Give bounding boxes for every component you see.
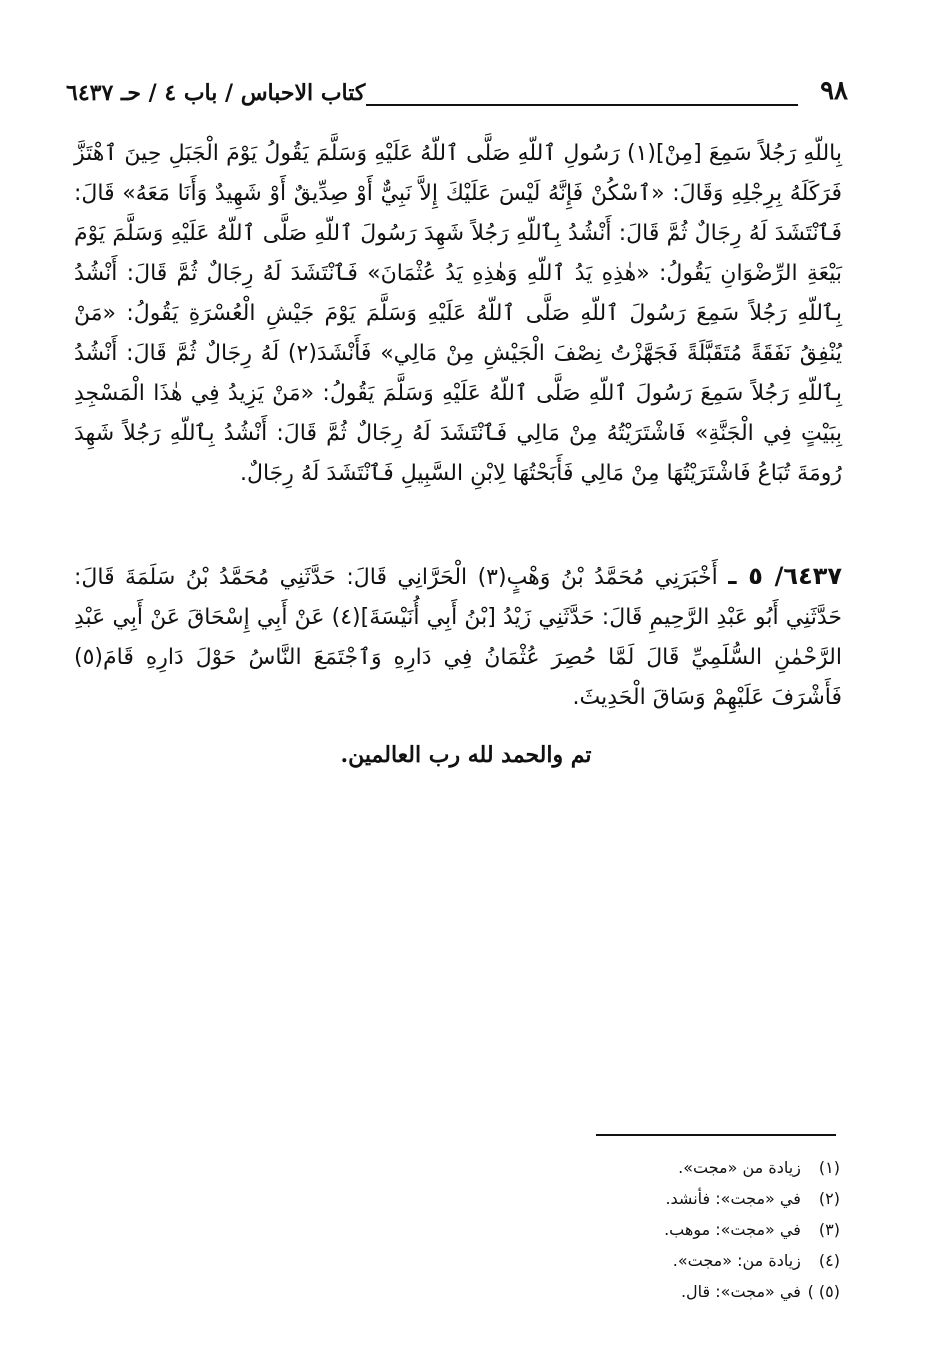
footnote-text: في «مجت»: قال. — [680, 1282, 801, 1301]
footnote-number: (٢) — [818, 1189, 840, 1208]
main-text — [74, 134, 842, 494]
footnote-text: زيادة من: «مجت». — [672, 1251, 801, 1270]
page-header — [66, 76, 848, 120]
footnote-text: زيادة من «مجت». — [678, 1158, 801, 1177]
footnote — [440, 1214, 840, 1245]
footnote-number: (٥) ) — [807, 1282, 840, 1301]
footnote — [440, 1245, 840, 1276]
footnote-text: في «مجت»: موهب. — [664, 1220, 801, 1239]
header-rule — [366, 104, 798, 106]
footnote — [440, 1183, 840, 1214]
hadith-number: ٦٤٣٧/ ٥ ـ — [728, 562, 843, 590]
footnotes — [440, 1152, 840, 1307]
footnote — [440, 1152, 840, 1183]
footnote-number: (٤) — [818, 1251, 840, 1270]
page-number: ٩٨ — [820, 76, 848, 106]
hadith-paragraph — [74, 556, 842, 718]
footnote-text: في «مجت»: فأنشد. — [665, 1189, 801, 1208]
footnote — [440, 1276, 840, 1307]
footnote-number: (١) — [818, 1158, 840, 1177]
paragraph-1: بِاللّهِ رَجُلاً سَمِعَ [مِنْ](١) رَسُولِ ٱللّهِ صَلَّى ٱللّهُ عَلَيْهِ وَسَلَّمَ يَقُولُ يَوْمَ الْجَبَلِ حِينَ ٱهْتَزَّ فَرَكَلَهُ بِرِجْلِهِ وَقَالَ: «ٱسْكُنْ فَإِنَّهُ لَيْسَ عَلَيْكَ إِلاَّ نَبِيٌّ أَوْ صِدِّيقٌ أَوْ شَهِيدٌ وَأَنَا مَعَهُ» قَالَ: فَٱنْتَشَدَ لَهُ رِجَالٌ ثُمَّ قَالَ: أَنْشُدُ بِٱللّهِ رَجُلاً شَهِدَ رَسُولَ ٱللّهِ صَلَّى ٱللّهُ عَلَيْهِ وَسَلَّمَ يَوْمَ بَيْعَةِ الرِّضْوَانِ يَقُولُ: «هٰذِهِ يَدُ ٱللّهِ وَهٰذِهِ يَدُ عُثْمَانَ» فَٱنْتَشَدَ لَهُ رِجَالٌ ثُمَّ قَالَ: أَنْشُدُ بِٱللّهِ رَجُلاً سَمِعَ رَسُولَ ٱللّهِ صَلَّى ٱللّهُ عَلَيْهِ وَسَلَّمَ يَوْمَ جَيْشِ الْعُسْرَةِ يَقُولُ: «مَنْ يُنْفِقُ نَفَقَةً مُتَقَبَّلَةً فَجَهَّزْتُ نِصْفَ الْجَيْشِ مِنْ مَالِي» فَأَنْشَدَ(٢) لَهُ رِجَالٌ ثُمَّ قَالَ: أَنْشُدُ بِٱللّهِ رَجُلاً سَمِعَ رَسُولَ ٱللّهِ صَلَّى ٱللّهُ عَلَيْهِ وَسَلَّمَ يَقُولُ: «مَنْ يَزِيدُ فِي هٰذَا الْمَسْجِدِ بِبَيْتٍ فِي الْجَنَّةِ» فَاشْتَرَيْتُهُ مِنْ مَالِي فَٱنْتَشَدَ لَهُ رِجَالٌ ثُمَّ قَالَ: أَنْشُدُ بِٱللّهِ رَجُلاً شَهِدَ رُومَةَ تُبَاعُ فَاشْتَرَيْتُهَا مِنْ مَالِي فَأَبَحْتُهَا لِابْنِ السَّبِيلِ فَٱنْتَشَدَ لَهُ رِجَالٌ. — [74, 141, 842, 486]
footnote-rule — [596, 1134, 836, 1136]
running-title: كتاب الاحباس / باب ٤ / حـ ٦٤٣٧ — [66, 80, 366, 106]
paragraph-2: أَخْبَرَنِي مُحَمَّدُ بْنُ وَهْبٍ(٣) الْحَرَّانِي قَالَ: حَدَّثَنِي مُحَمَّدُ بْنُ سَلَمَةَ قَالَ: حَدَّثَنِي أَبُو عَبْدِ الرَّحِيمِ قَالَ: حَدَّثَنِي زَيْدُ [بْنُ أَبِي أُنَيْسَةَ](٤) عَنْ أَبِي إِسْحَاقَ عَنْ أَبِي عَبْدِ الرَّحْمٰنِ السُّلَمِيِّ قَالَ لَمَّا حُصِرَ عُثْمَانُ فِي دَارِهِ وَٱجْتَمَعَ النَّاسُ حَوْلَ دَارِهِ قَامَ(٥) فَأَشْرَفَ عَلَيْهِمْ وَسَاقَ الْحَدِيثَ. — [74, 565, 842, 710]
closing-line: تم والحمد لله رب العالمين. — [340, 742, 592, 768]
footnote-number: (٣) — [818, 1220, 840, 1239]
